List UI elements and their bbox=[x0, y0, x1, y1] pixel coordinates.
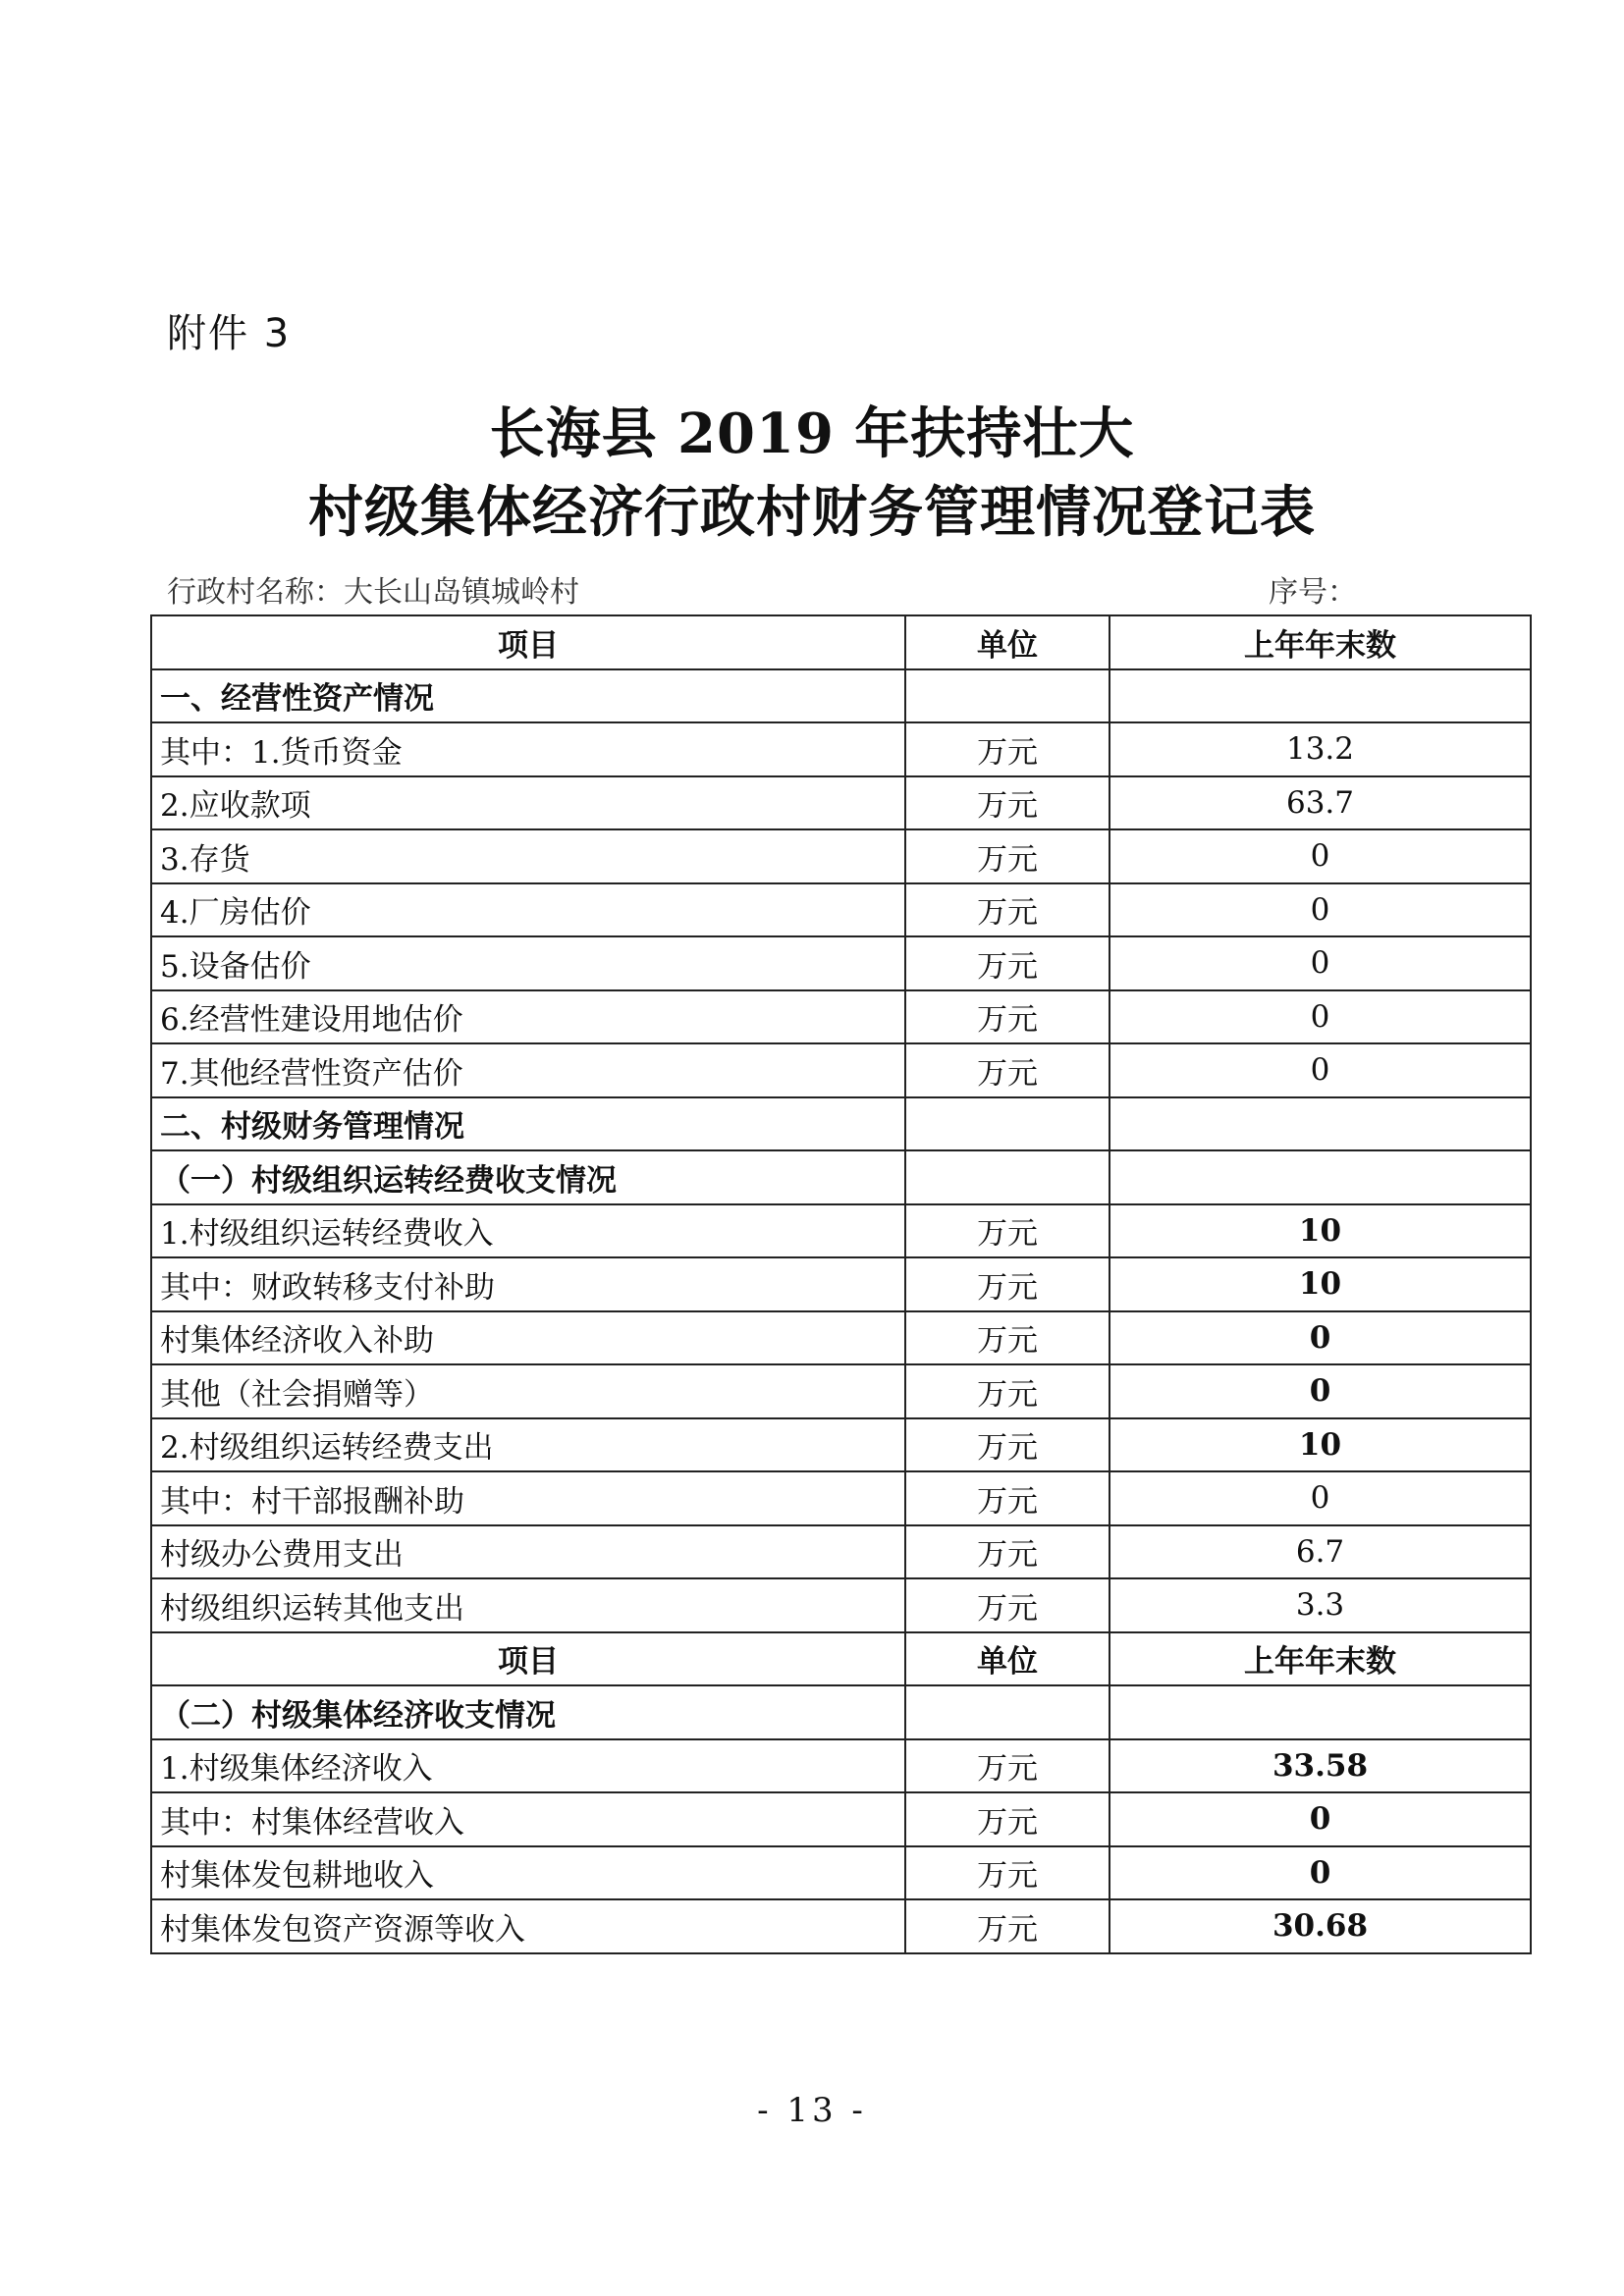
row-item: 2.村级组织运转经费支出 bbox=[151, 1418, 905, 1472]
row-item: 1.村级集体经济收入 bbox=[151, 1739, 905, 1793]
row-unit: 万元 bbox=[905, 1578, 1110, 1632]
row-value bbox=[1110, 1685, 1531, 1739]
row-unit: 万元 bbox=[905, 1846, 1110, 1900]
table-repeat-header-row bbox=[151, 1632, 1531, 1686]
row-item: 6.经营性建设用地估价 bbox=[151, 990, 905, 1044]
attachment-label: 附件 3 bbox=[167, 311, 292, 356]
row-value: 0 bbox=[1110, 990, 1531, 1044]
row-unit: 万元 bbox=[905, 990, 1110, 1044]
row-item: 2.应收款项 bbox=[151, 776, 905, 830]
row-item: 7.其他经营性资产估价 bbox=[151, 1043, 905, 1097]
row-value bbox=[1110, 1150, 1531, 1204]
row-item: 其中：村集体经营收入 bbox=[151, 1792, 905, 1846]
row-value: 10 bbox=[1110, 1257, 1531, 1311]
page-number: - 13 - bbox=[757, 2091, 867, 2130]
table-row bbox=[151, 1150, 1531, 1204]
row-unit: 万元 bbox=[905, 936, 1110, 990]
row-value: 0 bbox=[1110, 1846, 1531, 1900]
table-row bbox=[151, 1899, 1531, 1953]
row-item: 其他（社会捐赠等） bbox=[151, 1364, 905, 1418]
serial-number-label: 序号： bbox=[1269, 575, 1357, 610]
row-unit bbox=[905, 1150, 1110, 1204]
row-item: 3.存货 bbox=[151, 829, 905, 883]
row-unit: 万元 bbox=[905, 1364, 1110, 1418]
row-value: 0 bbox=[1110, 1311, 1531, 1365]
table-row bbox=[151, 1204, 1531, 1258]
row-unit bbox=[905, 1097, 1110, 1151]
repeat-header-unit: 单位 bbox=[905, 1632, 1110, 1686]
row-item: 村集体发包资产资源等收入 bbox=[151, 1899, 905, 1953]
table-row bbox=[151, 936, 1531, 990]
table-row bbox=[151, 829, 1531, 883]
row-item: 4.厂房估价 bbox=[151, 883, 905, 937]
table-row bbox=[151, 1525, 1531, 1579]
row-value: 13.2 bbox=[1110, 722, 1531, 776]
table-row bbox=[151, 883, 1531, 937]
row-item: 其中：1.货币资金 bbox=[151, 722, 905, 776]
row-unit: 万元 bbox=[905, 1899, 1110, 1953]
row-unit bbox=[905, 669, 1110, 723]
row-item: （一）村级组织运转经费收支情况 bbox=[151, 1150, 905, 1204]
header-unit: 单位 bbox=[905, 615, 1110, 669]
row-unit: 万元 bbox=[905, 1257, 1110, 1311]
repeat-header-value: 上年年末数 bbox=[1110, 1632, 1531, 1686]
row-value: 10 bbox=[1110, 1418, 1531, 1472]
row-unit: 万元 bbox=[905, 1471, 1110, 1525]
table-header-row bbox=[151, 615, 1531, 669]
row-value: 30.68 bbox=[1110, 1899, 1531, 1953]
table-row bbox=[151, 1846, 1531, 1900]
row-item: 其中：村干部报酬补助 bbox=[151, 1471, 905, 1525]
row-value: 0 bbox=[1110, 1043, 1531, 1097]
row-item: 二、村级财务管理情况 bbox=[151, 1097, 905, 1151]
table-row bbox=[151, 722, 1531, 776]
village-name-label: 行政村名称：大长山岛镇城岭村 bbox=[167, 575, 579, 610]
row-item: 1.村级组织运转经费收入 bbox=[151, 1204, 905, 1258]
row-value: 0 bbox=[1110, 1364, 1531, 1418]
title-line-1: 长海县 2019 年扶持壮大 bbox=[489, 401, 1135, 466]
row-value: 10 bbox=[1110, 1204, 1531, 1258]
row-value: 33.58 bbox=[1110, 1739, 1531, 1793]
table-row bbox=[151, 1418, 1531, 1472]
header-value: 上年年末数 bbox=[1110, 615, 1531, 669]
row-item: 村级组织运转其他支出 bbox=[151, 1578, 905, 1632]
table-row bbox=[151, 1311, 1531, 1365]
title-line-2: 村级集体经济行政村财务管理情况登记表 bbox=[308, 480, 1316, 545]
row-unit: 万元 bbox=[905, 776, 1110, 830]
row-value: 0 bbox=[1110, 1471, 1531, 1525]
table-row bbox=[151, 1043, 1531, 1097]
row-item: 一、经营性资产情况 bbox=[151, 669, 905, 723]
table-row bbox=[151, 1578, 1531, 1632]
table-row bbox=[151, 1792, 1531, 1846]
row-unit bbox=[905, 1685, 1110, 1739]
row-unit: 万元 bbox=[905, 1043, 1110, 1097]
row-unit: 万元 bbox=[905, 1204, 1110, 1258]
row-unit: 万元 bbox=[905, 1311, 1110, 1365]
row-value bbox=[1110, 1097, 1531, 1151]
table-row bbox=[151, 1685, 1531, 1739]
row-item: 村集体经济收入补助 bbox=[151, 1311, 905, 1365]
row-value bbox=[1110, 669, 1531, 723]
table-row bbox=[151, 776, 1531, 830]
row-unit: 万元 bbox=[905, 722, 1110, 776]
row-value: 0 bbox=[1110, 829, 1531, 883]
row-item: 村集体发包耕地收入 bbox=[151, 1846, 905, 1900]
row-item: 村级办公费用支出 bbox=[151, 1525, 905, 1579]
table-row bbox=[151, 1097, 1531, 1151]
row-value: 0 bbox=[1110, 1792, 1531, 1846]
header-item: 项目 bbox=[151, 615, 905, 669]
row-value: 0 bbox=[1110, 883, 1531, 937]
row-value: 3.3 bbox=[1110, 1578, 1531, 1632]
table-row bbox=[151, 1257, 1531, 1311]
row-unit: 万元 bbox=[905, 1739, 1110, 1793]
row-unit: 万元 bbox=[905, 1418, 1110, 1472]
row-item: 其中：财政转移支付补助 bbox=[151, 1257, 905, 1311]
table-row bbox=[151, 990, 1531, 1044]
table-row bbox=[151, 1739, 1531, 1793]
table-row bbox=[151, 669, 1531, 723]
row-item: （二）村级集体经济收支情况 bbox=[151, 1685, 905, 1739]
repeat-header-item: 项目 bbox=[151, 1632, 905, 1686]
table-row bbox=[151, 1364, 1531, 1418]
row-unit: 万元 bbox=[905, 1525, 1110, 1579]
row-item: 5.设备估价 bbox=[151, 936, 905, 990]
row-value: 63.7 bbox=[1110, 776, 1531, 830]
row-value: 6.7 bbox=[1110, 1525, 1531, 1579]
row-value: 0 bbox=[1110, 936, 1531, 990]
registration-table bbox=[150, 614, 1532, 1954]
row-unit: 万元 bbox=[905, 883, 1110, 937]
row-unit: 万元 bbox=[905, 1792, 1110, 1846]
table-row bbox=[151, 1471, 1531, 1525]
row-unit: 万元 bbox=[905, 829, 1110, 883]
